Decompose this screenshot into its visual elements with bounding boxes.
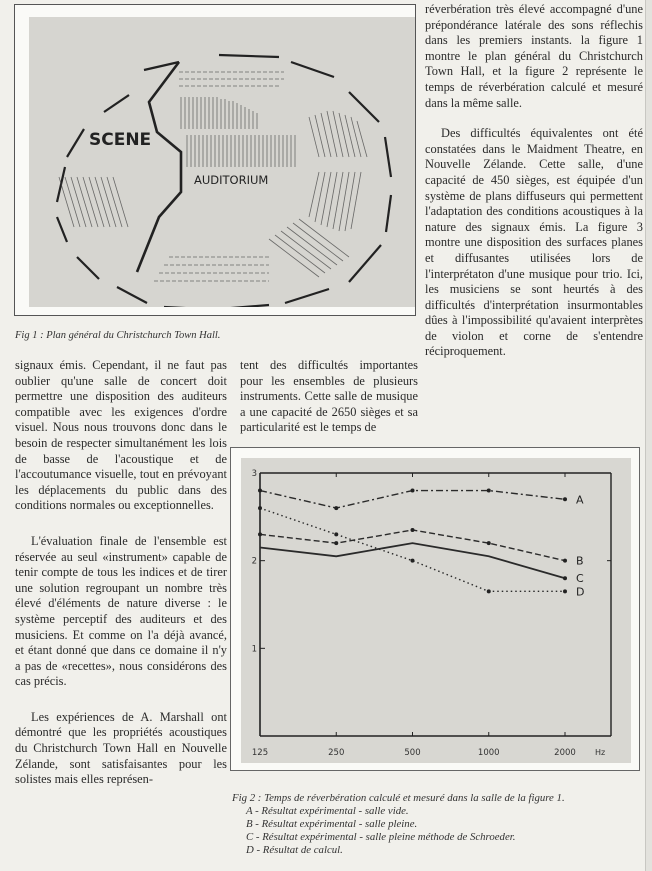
svg-text:500: 500 xyxy=(404,748,421,758)
svg-text:A: A xyxy=(576,493,584,507)
svg-text:125: 125 xyxy=(251,748,269,758)
paragraph: Des difficultés équivalentes ont été constatées dans le Maidment Theatre, en Nouvelle Zélande. Cette salle, d'une capacité de 450 sièges, est équipée d'un système de plans diffuseurs qui permettent l'adaptation des conditions acoustiques à la nature des signaux émis. La figure 3 montre une disposition des surfaces planes et diffusantes utilisées lors de l'interprétaton d'une musique pour trio. Ici, les musiciens se sont heurtés à des difficultés d'interprétation insurmontables dûes à l'impossibilité qu'avaient interprètes de violon et corne de s'entendre réciproquement. xyxy=(425,126,643,359)
left-column-text xyxy=(15,358,227,788)
svg-text:B: B xyxy=(576,554,584,568)
svg-text:1000: 1000 xyxy=(477,748,500,758)
figure-1-caption: Fig 1 : Plan général du Christchurch Town Hall. xyxy=(15,330,221,341)
svg-text:C: C xyxy=(576,572,584,586)
svg-text:2: 2 xyxy=(251,556,257,567)
paragraph: Les expériences de A. Marshall ont démontré que les propriétés acoustiques du Christchurch Town Hall en Nouvelle Zélande, sont satisfaisantes pour les solistes mais elles représen- xyxy=(15,709,227,787)
svg-text:1: 1 xyxy=(251,644,257,655)
page-edge xyxy=(645,0,652,871)
legend-item-d: D - Résultat de calcul. xyxy=(246,844,343,856)
svg-text:D: D xyxy=(576,585,585,599)
paragraph: tent des difficultés importantes pour les ensembles de plusieurs instruments. Cette salle de musique a une capacité de 2650 sièges et sa particularité est le temps de xyxy=(240,358,418,435)
paragraph: réverbération très élevé accompagné d'une prépondérance latérale des sons réflechis dans les premiers instants. la figure 1 montre le plan général du Christchurch Town Hall, et la figure 2 représente le temps de réverbération calculé et mesuré dans la même salle. xyxy=(425,2,643,110)
figure-2-caption: Fig 2 : Temps de réverbération calculé et mesuré dans la salle de la figure 1. xyxy=(232,792,565,804)
right-column-text xyxy=(425,2,643,360)
legend-item-a: A - Résultat expérimental - salle vide. xyxy=(246,805,409,817)
reverberation-chart xyxy=(241,458,631,763)
scene-label: SCENE xyxy=(89,130,152,150)
hall-plan-drawing xyxy=(29,17,415,307)
figure-1-floor-plan xyxy=(14,4,416,316)
svg-text:Hz: Hz xyxy=(595,748,606,757)
legend-item-b: B - Résultat expérimental - salle pleine. xyxy=(246,818,418,830)
svg-text:3: 3 xyxy=(251,469,257,479)
figure-2-caption-block xyxy=(232,792,565,857)
chart-plate xyxy=(241,458,631,763)
paragraph: signaux émis. Cependant, il ne faut pas oublier qu'une salle de concert doit permettre une disposition des auditeurs compatible avec les exigences d'ordre visuel. Nous nous trouvons donc dans le besoin de respecter simultanément les lois de basse de l'acoustique et de l'accoutumance visuelle, tout en prévoyant les déplacements du public dans des conditions normales ou exceptionnelles. xyxy=(15,358,227,513)
middle-column-text xyxy=(240,358,418,436)
svg-text:2000: 2000 xyxy=(554,748,576,758)
figure-1-plate xyxy=(29,17,415,307)
legend-item-c: C - Résultat expérimental - salle pleine méthode de Schroeder. xyxy=(246,831,516,843)
auditorium-label: AUDITORIUM xyxy=(194,173,269,187)
figure-2-chart xyxy=(230,447,640,771)
paragraph: L'évaluation finale de l'ensemble est réservée au seul «instrument» capable de tenir compte de tous les indices et de tirer une solution regroupant un nombre très élevé d'éléments de nature diverse : le système perceptif des auditeurs et des musiciens. Et comme on l'a déjà avancé, et étant donné que dans ce domaine il n'y a pas de «recettes», nous considérons des cas précis. xyxy=(15,533,227,689)
svg-text:250: 250 xyxy=(328,748,345,758)
